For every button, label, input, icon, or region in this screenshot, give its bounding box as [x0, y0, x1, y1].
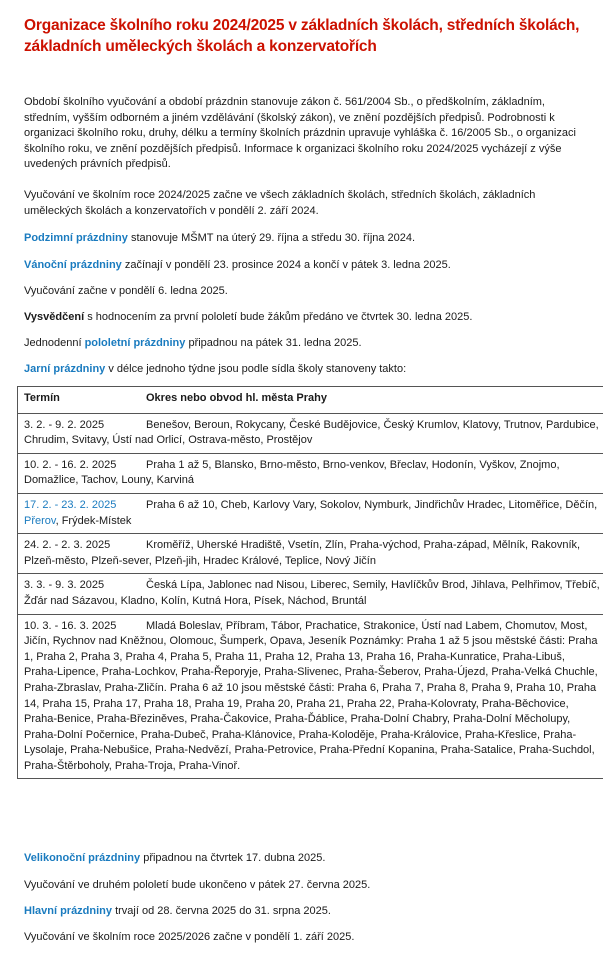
easter-holiday: Velikonoční prázdniny připadnou na čtvrtek 17. dubna 2025. [24, 852, 326, 864]
row-term: 24. 2. - 2. 3. 2025 [24, 539, 111, 552]
row-term: 3. 2. - 9. 2. 2025 [24, 418, 105, 431]
classes-resume: Vyučování začne v pondělí 6. ledna 2025. [24, 285, 228, 297]
page-title: Organizace školního roku 2024/2025 v základních školách, středních školách, základních uměleckých školách a konzervatořích [24, 17, 580, 55]
school-year-start: Vyučování ve školním roce 2024/2025 začne ve všech základních školách, středních školách, základních uměleckých školách a konzervatořích v pondělí 2. září 2024. [24, 189, 536, 217]
christmas-holiday: Vánoční prázdniny začínají v pondělí 23. prosince 2024 a končí v pátek 3. ledna 2025. [24, 259, 451, 271]
table-row [18, 614, 603, 779]
row-districts: Benešov, Beroun, Rokycany, České Budějovice, Český Krumlov, Klatovy, Trutnov, Pardubice, Chrudim, Svitavy, Ústí nad Orlicí, Ostrava-město, Prostějov [24, 418, 599, 447]
table-header-row [18, 387, 603, 414]
row-districts: Praha 1 až 5, Blansko, Brno-město, Brno-venkov, Břeclav, Hodonín, Vyškov, Znojmo, Domažlice, Tachov, Louny, Karviná [24, 458, 560, 487]
row-term: 3. 3. - 9. 3. 2025 [24, 579, 105, 592]
row-districts: Kroměříž, Uherské Hradiště, Vsetín, Zlín, Praha-východ, Praha-západ, Mělník, Rakovník, Plzeň-město, Plzeň-sever, Plzeň-jih, Hradec Králové, Teplice, Nový Jičín [24, 539, 581, 567]
next-year-start: Vyučování ve školním roce 2025/2026 začne v pondělí 1. září 2025. [24, 931, 355, 943]
table-row [18, 574, 603, 614]
christmas-holiday-link[interactable]: Vánoční prázdniny [24, 259, 122, 271]
autumn-holiday-link[interactable]: Podzimní prázdniny [24, 232, 128, 244]
school-year-end: Vyučování ve druhém pololetí bude ukončeno v pátek 27. června 2025. [24, 879, 371, 891]
row-term-link[interactable]: 17. 2. - 23. 2. 2025 [24, 498, 117, 511]
easter-holiday-link[interactable]: Velikonoční prázdniny [24, 852, 141, 864]
row-districts: Praha 6 až 10, Cheb, Karlovy Vary, Sokolov, Nymburk, Jindřichův Hradec, Litoměřice, Děčín, Přerov, Frýdek-Místek [24, 498, 598, 527]
row-districts: Mladá Boleslav, Příbram, Tábor, Prachatice, Strakonice, Ústí nad Labem, Chomutov, Most, Jičín, Rychnov nad Kněžnou, Olomouc, Šumperk, Opava, Jeseník Poznámky: Praha 1 až 5 jsou městské části: Praha 1, Praha 2, Praha 3, Praha 4, Praha 5, Praha 11, Praha 12, Praha 13, Praha 16, Praha-Kunratice, Praha-Libuš, Praha-Lipence, Praha-Lochkov, Praha-Řeporyje, Praha-Slivenec, Praha-Šeberov, Praha-Újezd, Praha-Velká Chuchle, Praha-Zbraslav, Praha-Zličín. Praha 6 až 10 jsou městské části: Praha 6, Praha 7, Praha 8, Praha 9, Praha 10, Praha 14, Praha 15, Praha 17, Praha 18, Praha 19, Praha 20, Praha 21, Praha 22, Praha-Kolovraty, Praha-Běchovice, Praha-Benice, Praha-Březiněves, Praha-Čakovice, Praha-Ďáblice, Praha-Dolní Chabry, Praha-Dolní Měcholupy, Praha-Dolní Počernice, Praha-Dubeč, Praha-Klánovice, Praha-Koloděje, Praha-Královice, Praha-Křeslice, Praha-Lysolaje, Praha-Nebušice, Praha-Nedvězí, Praha-Petrovice, Praha-Přední Kopanina, Praha-Satalice, Praha-Suchdol, Praha-Štěrboholy, Praha-Troja, Praha-Vinoř. [24, 619, 598, 772]
midterm-holiday: Jednodenní pololetní prázdniny připadnou na pátek 31. ledna 2025. [24, 337, 362, 349]
autumn-holiday: Podzimní prázdniny stanovuje MŠMT na úterý 29. října a středu 30. října 2024. [24, 232, 416, 244]
prerov-link[interactable]: Přerov [24, 514, 56, 527]
table-row [18, 493, 603, 533]
summer-holiday: Hlavní prázdniny trvají od 28. června 2025 do 31. srpna 2025. [24, 905, 331, 917]
row-districts: Česká Lípa, Jablonec nad Nisou, Liberec, Semily, Havlíčkův Brod, Jihlava, Pelhřimov, Třebíč, Žďár nad Sázavou, Kladno, Kolín, Kutná Hora, Písek, Náchod, Bruntál [24, 579, 600, 607]
report-card: Vysvědčení s hodnocením za první pololetí bude žákům předáno ve čtvrtek 30. ledna 2025. [24, 311, 473, 323]
spring-holiday: Jarní prázdniny v délce jednoho týdne jsou podle sídla školy stanoveny takto: [24, 363, 407, 375]
intro-paragraph: Období školního vyučování a období prázdnin stanovuje zákon č. 561/2004 Sb., o předškolním, základním, středním, vyšším odborném a jiném vzdělávání (školský zákon), ve znění pozdějších předpisů. Podrobnosti k organizaci školního roku, druhy, délku a termíny školních prázdnin upravuje vyhláška č. 16/2005 Sb., o organizaci školního roku, ve znění pozdějších předpisů. Informace k organizaci školního roku 2024/2025 vycházejí z výše uvedených právních předpisů. [24, 96, 576, 171]
table-row [18, 413, 603, 453]
table-row [18, 534, 603, 574]
header-district: Okres nebo obvod hl. města Prahy [146, 392, 327, 404]
table-row [18, 453, 603, 493]
spring-holiday-table [17, 386, 603, 779]
row-term: 10. 3. - 16. 3. 2025 [24, 619, 117, 632]
spring-holiday-link[interactable]: Jarní prázdniny [24, 363, 106, 375]
row-term: 10. 2. - 16. 2. 2025 [24, 458, 117, 471]
summer-holiday-link[interactable]: Hlavní prázdniny [24, 905, 113, 917]
midterm-holiday-link[interactable]: pololetní prázdniny [84, 337, 186, 349]
header-term: Termín [24, 392, 60, 404]
